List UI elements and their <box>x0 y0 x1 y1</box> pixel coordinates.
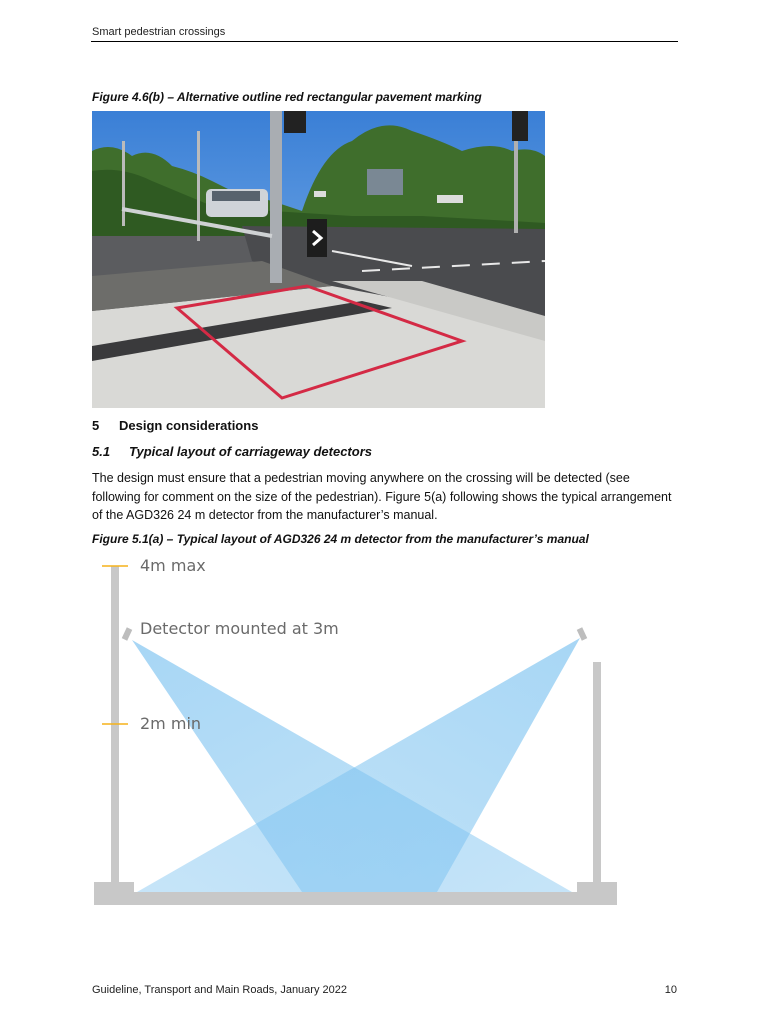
label-2m-min: 2m min <box>140 714 202 733</box>
section-5-heading <box>92 418 258 433</box>
right-pole <box>593 662 601 884</box>
figure-caption-5-1a: Figure 5.1(a) – Typical layout of AGD326 24 m detector from the manufacturer’s manual <box>92 532 589 546</box>
section-5-title: Design considerations <box>119 418 259 433</box>
pavement-marking-photo <box>92 111 545 408</box>
header-rule <box>91 41 678 42</box>
footer-source: Guideline, Transport and Main Roads, January 2022 <box>92 984 347 996</box>
detector-layout-diagram <box>92 552 622 912</box>
section-5-1-number: 5.1 <box>92 444 111 459</box>
label-detector-mounted: Detector mounted at 3m <box>140 619 339 638</box>
right-detector <box>577 627 588 640</box>
running-header: Smart pedestrian crossings <box>92 26 226 38</box>
body-paragraph: The design must ensure that a pedestrian moving anywhere on the crossing will be detected (see following for comment on the size of the pedestrian). Figure 5(a) following shows the typical arrangement of the AGD326 24 m detector from the manufacturer’s manual. <box>92 471 672 522</box>
left-pole <box>111 566 119 884</box>
ground-slab <box>94 892 617 905</box>
left-detector <box>122 627 133 640</box>
figure-caption-4-6b: Figure 4.6(b) – Alternative outline red rectangular pavement marking <box>92 90 482 104</box>
label-4m-max: 4m max <box>140 556 206 575</box>
section-5-number: 5 <box>92 418 100 433</box>
page-number: 10 <box>664 984 677 996</box>
right-detector-beam <box>137 638 580 892</box>
section-5-1-heading <box>92 444 372 459</box>
section-5-1-title: Typical layout of carriageway detectors <box>129 444 372 459</box>
